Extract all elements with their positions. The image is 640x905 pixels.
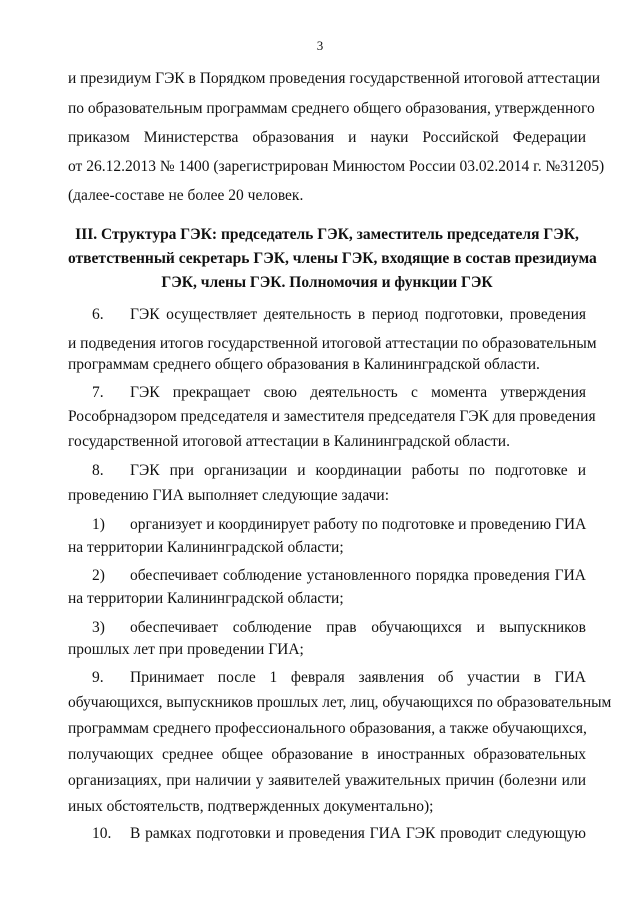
paragraph-9-line-3: программам среднего профессионального образования, а также обучающихся, xyxy=(68,720,587,737)
paragraph-8-line-1: ГЭК при организации и координации работы по подготовке и xyxy=(130,462,586,479)
paragraph-10-line-1: В рамках подготовки и проведения ГИА ГЭК проводит следующую xyxy=(130,825,586,842)
item-2-line-2: на территории Калининградской области; xyxy=(68,590,344,607)
item-3-line-2: прошлых лет при проведении ГИА; xyxy=(68,641,304,658)
paragraph-9-line-5: организациях, при наличии у заявителей уважительных причин (болезни или xyxy=(68,772,586,789)
section-heading-line-2: ответственный секретарь ГЭК, члены ГЭК, входящие в состав президиума xyxy=(68,250,597,267)
section-heading-line-3: ГЭК, члены ГЭК. Полномочия и функции ГЭК xyxy=(161,274,493,291)
section-heading-line-1: III. Структура ГЭК: председатель ГЭК, заместитель председателя ГЭК, xyxy=(75,226,579,243)
paragraph-6-line-2: и подведения итогов государственной итоговой аттестации по образовательным xyxy=(68,335,597,352)
paragraph-6-line-3: программам среднего общего образования в Калининградской области. xyxy=(68,356,540,373)
paragraph-9-line-1: Принимает после 1 февраля заявления об участии в ГИА xyxy=(130,669,586,686)
item-3-line-1: обеспечивает соблюдение прав обучающихся и выпускников xyxy=(130,619,586,636)
paragraph-7-line-2: Рособрнадзором председателя и заместителя председателя ГЭК для проведения xyxy=(68,408,596,425)
paragraph-6-line-1: ГЭК осуществляет деятельность в период подготовки, проведения xyxy=(130,306,586,323)
item-3-number: 3) xyxy=(92,619,105,636)
paragraph-8-line-2: проведению ГИА выполняет следующие задачи: xyxy=(68,487,390,504)
paragraph-8-number: 8. xyxy=(92,462,104,479)
intro-line-2: по образовательным программам среднего общего образования, утвержденного xyxy=(68,100,595,117)
paragraph-7-line-3: государственной итоговой аттестации в Калининградской области. xyxy=(68,433,510,450)
paragraph-7-line-1: ГЭК прекращает свою деятельность с момента утверждения xyxy=(130,384,586,401)
item-2-number: 2) xyxy=(92,567,105,584)
paragraph-9-line-4: получающих среднее общее образование в иностранных образовательных xyxy=(68,746,586,763)
paragraph-7-number: 7. xyxy=(92,384,104,401)
intro-line-3: приказом Министерства образования и науки Российской Федерации xyxy=(68,129,586,146)
page-number: 3 xyxy=(316,38,324,53)
item-1-line-1: организует и координирует работу по подготовке и проведению ГИА xyxy=(130,516,587,533)
intro-line-1: и президиум ГЭК в Порядком проведения государственной итоговой аттестации xyxy=(68,70,601,87)
paragraph-10-number: 10. xyxy=(92,825,112,842)
intro-line-5: (далее-составе не более 20 человек. xyxy=(68,187,304,204)
item-1-line-2: на территории Калининградской области; xyxy=(68,539,344,556)
item-1-number: 1) xyxy=(92,516,105,533)
paragraph-9-line-6: иных обстоятельств, подтвержденных документально); xyxy=(68,798,434,815)
intro-line-4: от 26.12.2013 № 1400 (зарегистрирован Минюстом России 03.02.2014 г. №31205) xyxy=(68,158,605,175)
item-2-line-1: обеспечивает соблюдение установленного порядка проведения ГИА xyxy=(130,567,586,584)
paragraph-6-number: 6. xyxy=(92,306,104,323)
paragraph-9-number: 9. xyxy=(92,669,104,686)
paragraph-9-line-2: обучающихся, выпускников прошлых лет, лиц, обучающихся по образовательным xyxy=(68,694,612,711)
